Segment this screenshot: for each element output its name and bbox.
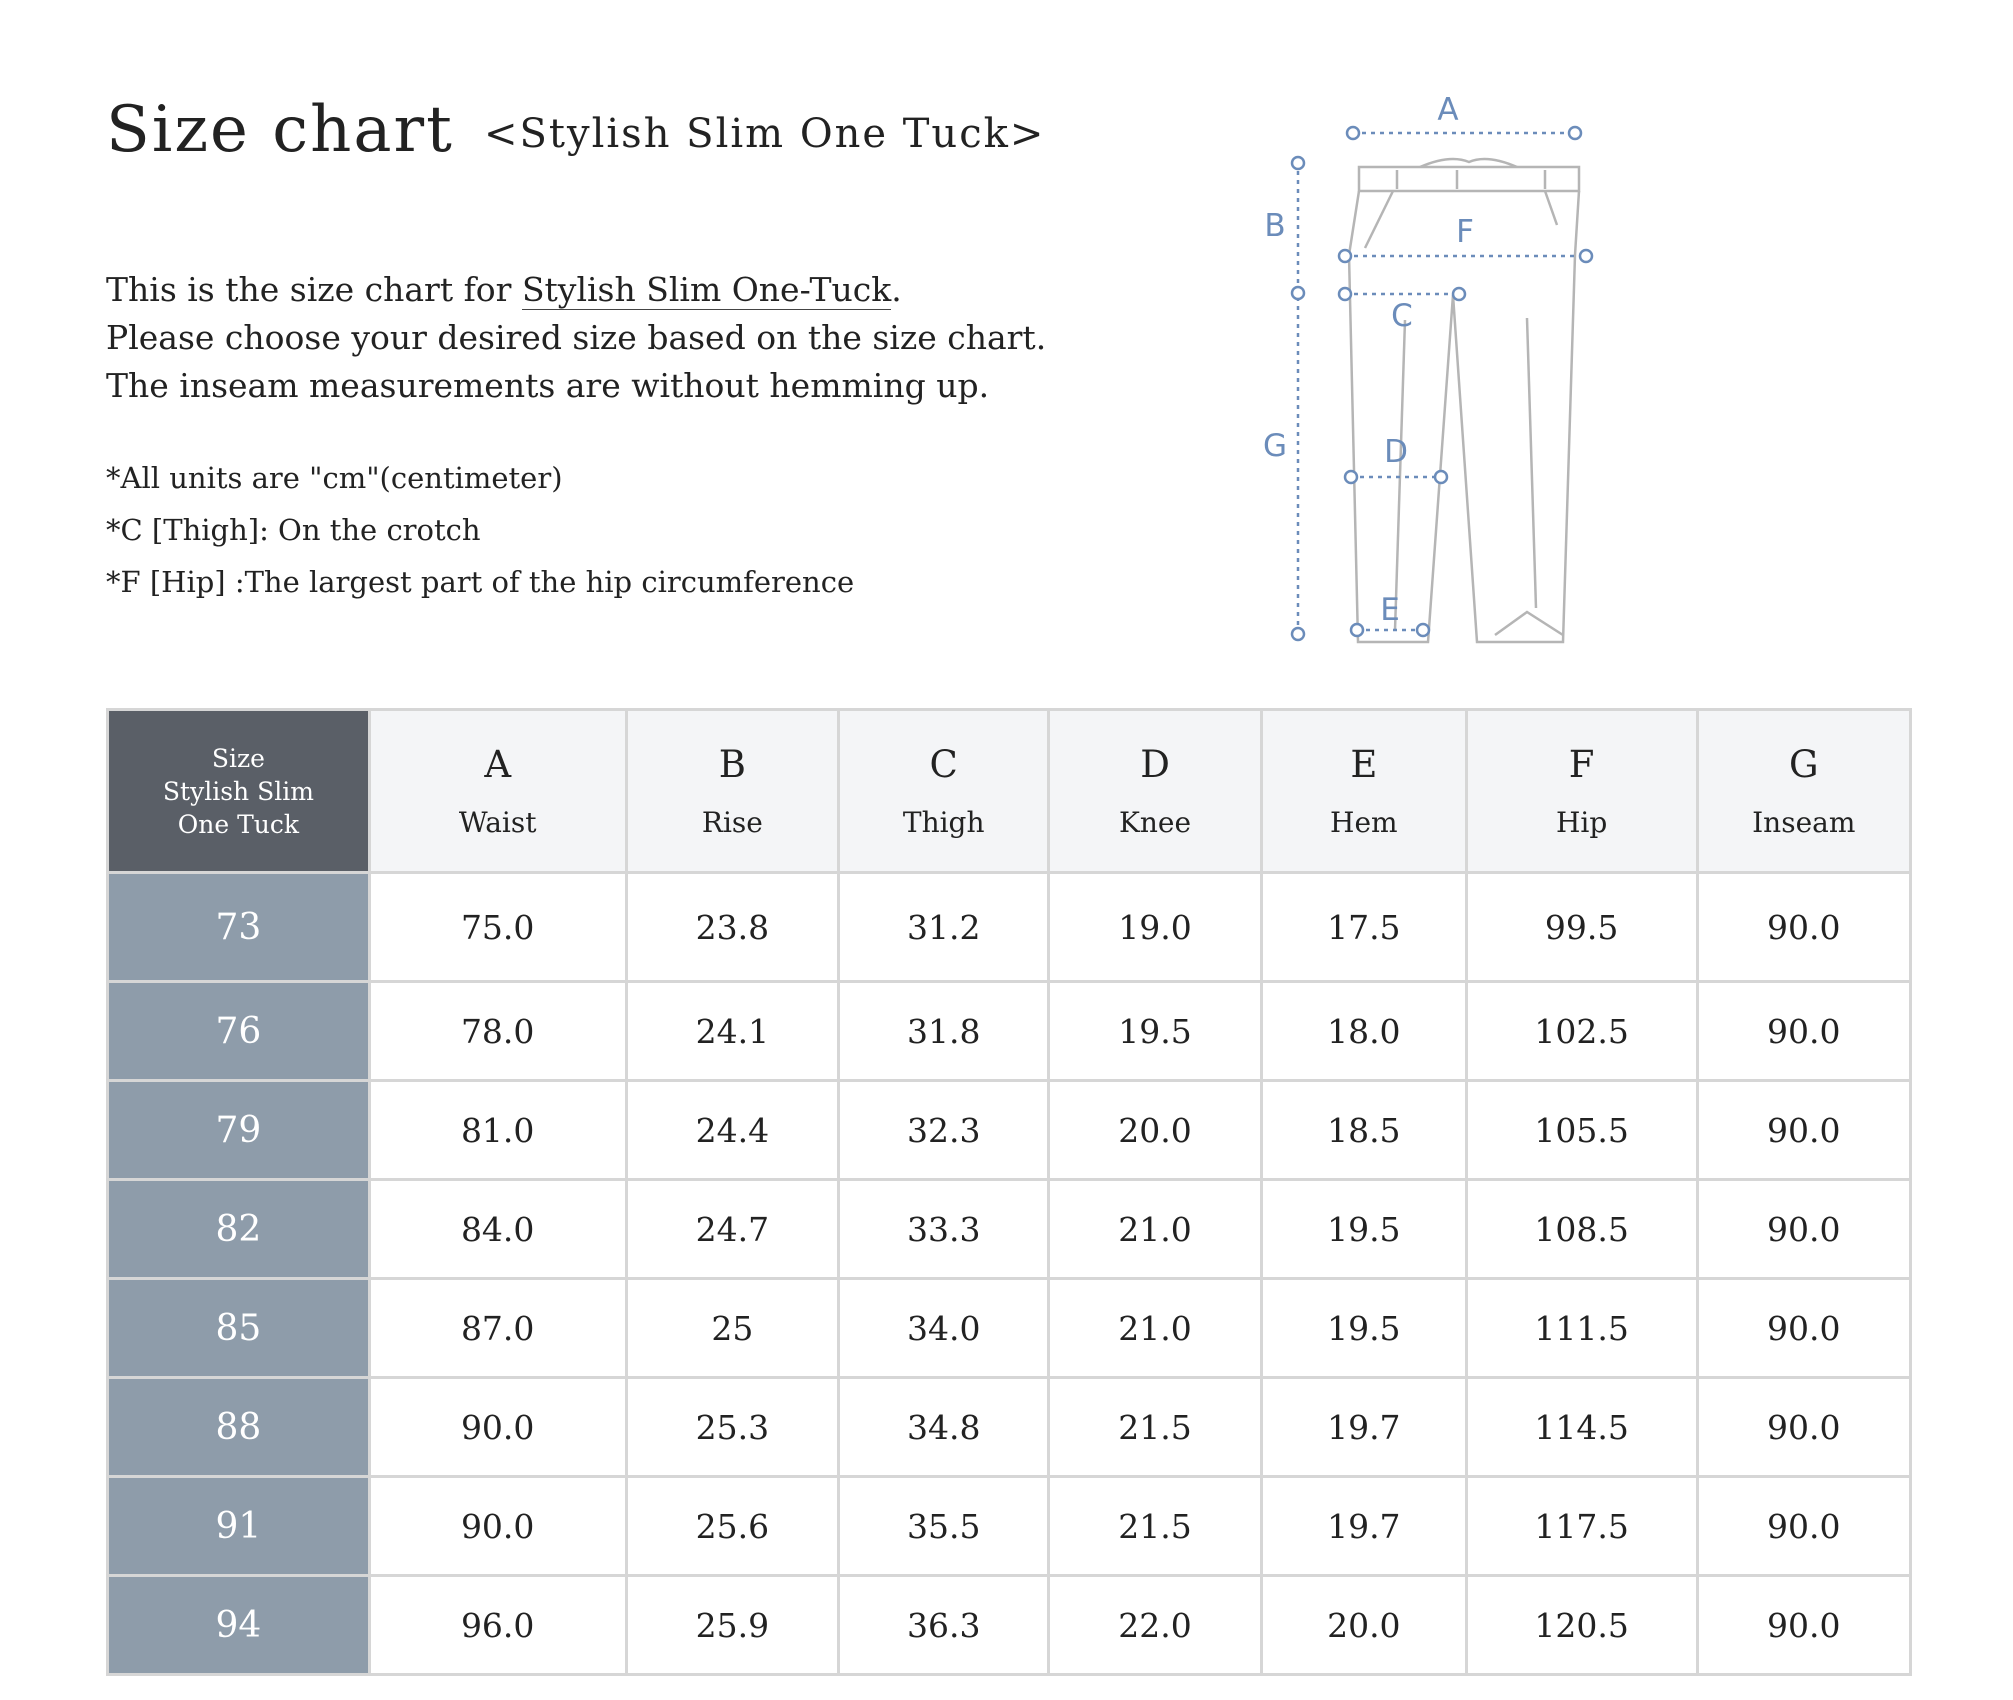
inseam-cell: 90.0 [1697,1477,1910,1576]
inseam-cell: 90.0 [1697,1180,1910,1279]
waist-cell: 96.0 [369,1576,626,1675]
column-header-waist: A Waist [369,710,626,873]
rise-cell: 23.8 [626,873,839,982]
page-title: Size chart [106,93,454,167]
product-subtitle: <Stylish Slim One Tuck> [484,111,1046,157]
waist-cell: 81.0 [369,1081,626,1180]
size-cell: 94 [108,1576,370,1675]
hem-cell: 19.5 [1261,1180,1466,1279]
inseam-cell: 90.0 [1697,1279,1910,1378]
column-header-hem: E Hem [1261,710,1466,873]
knee-cell: 21.5 [1049,1378,1262,1477]
diagram-label-g: G [1262,428,1288,464]
measurement-lines [1298,133,1586,632]
diagram-label-d: D [1384,434,1408,470]
intro-line-1: This is the size chart for Stylish Slim One-Tuck. [106,270,902,309]
column-header-knee: D Knee [1049,710,1262,873]
table-header-row [108,710,1911,873]
knee-cell: 21.5 [1049,1477,1262,1576]
inseam-cell: 90.0 [1697,1378,1910,1477]
column-header-hip: F Hip [1466,710,1697,873]
hem-cell: 19.5 [1261,1279,1466,1378]
waist-cell: 75.0 [369,873,626,982]
waist-cell: 90.0 [369,1378,626,1477]
waist-cell: 84.0 [369,1180,626,1279]
size-table [106,708,1912,1676]
diagram-label-b: B [1264,208,1286,244]
unit-notes [106,452,854,608]
knee-cell: 21.0 [1049,1279,1262,1378]
rise-cell: 25.9 [626,1576,839,1675]
table-row [108,1279,1911,1378]
column-header-thigh: C Thigh [839,710,1049,873]
diagram-label-c: C [1391,298,1413,334]
hem-cell: 19.7 [1261,1477,1466,1576]
knee-cell: 20.0 [1049,1081,1262,1180]
table-row [108,873,1911,982]
inseam-cell: 90.0 [1697,1576,1910,1675]
product-link[interactable]: Stylish Slim One-Tuck [521,270,892,309]
waist-cell: 90.0 [369,1477,626,1576]
hip-cell: 117.5 [1466,1477,1697,1576]
rise-cell: 24.7 [626,1180,839,1279]
inseam-cell: 90.0 [1697,873,1910,982]
hem-cell: 19.7 [1261,1378,1466,1477]
note-hip: *F [Hip] :The largest part of the hip circumference [106,565,855,599]
column-header-inseam: G Inseam [1697,710,1910,873]
column-header-rise: B Rise [626,710,839,873]
table-row [108,1081,1911,1180]
waist-cell: 78.0 [369,982,626,1081]
thigh-cell: 31.8 [839,982,1049,1081]
thigh-cell: 36.3 [839,1576,1049,1675]
intro-line-2: Please choose your desired size based on the size chart. [106,318,1047,357]
diagram-label-e: E [1380,592,1400,628]
rise-cell: 25.3 [626,1378,839,1477]
size-column-header: Size Stylish Slim One Tuck [108,710,370,873]
knee-cell: 21.0 [1049,1180,1262,1279]
rise-cell: 24.4 [626,1081,839,1180]
rise-cell: 24.1 [626,982,839,1081]
diagram-label-a: A [1437,92,1459,128]
hip-cell: 99.5 [1466,873,1697,982]
size-cell: 82 [108,1180,370,1279]
intro-text [106,266,1046,410]
knee-cell: 19.5 [1049,982,1262,1081]
waist-cell: 87.0 [369,1279,626,1378]
rise-cell: 25.6 [626,1477,839,1576]
rise-cell: 25 [626,1279,839,1378]
thigh-cell: 32.3 [839,1081,1049,1180]
inseam-cell: 90.0 [1697,1081,1910,1180]
hip-cell: 120.5 [1466,1576,1697,1675]
size-cell: 76 [108,982,370,1081]
table-row [108,982,1911,1081]
hem-cell: 20.0 [1261,1576,1466,1675]
knee-cell: 19.0 [1049,873,1262,982]
note-thigh: *C [Thigh]: On the crotch [106,513,481,547]
thigh-cell: 31.2 [839,873,1049,982]
size-cell: 73 [108,873,370,982]
hem-cell: 17.5 [1261,873,1466,982]
thigh-cell: 33.3 [839,1180,1049,1279]
knee-cell: 22.0 [1049,1576,1262,1675]
thigh-cell: 34.0 [839,1279,1049,1378]
measurement-endpoints [1292,127,1592,640]
size-cell: 88 [108,1378,370,1477]
size-cell: 91 [108,1477,370,1576]
table-row [108,1576,1911,1675]
table-row [108,1180,1911,1279]
hem-cell: 18.0 [1261,982,1466,1081]
hip-cell: 108.5 [1466,1180,1697,1279]
intro-line-3: The inseam measurements are without hemming up. [106,366,990,405]
hip-cell: 105.5 [1466,1081,1697,1180]
thigh-cell: 35.5 [839,1477,1049,1576]
size-cell: 79 [108,1081,370,1180]
size-cell: 85 [108,1279,370,1378]
table-row [108,1477,1911,1576]
note-units: *All units are "cm"(centimeter) [106,461,563,495]
thigh-cell: 34.8 [839,1378,1049,1477]
hem-cell: 18.5 [1261,1081,1466,1180]
hip-cell: 102.5 [1466,982,1697,1081]
diagram-label-f: F [1456,214,1474,250]
hip-cell: 111.5 [1466,1279,1697,1378]
hip-cell: 114.5 [1466,1378,1697,1477]
inseam-cell: 90.0 [1697,982,1910,1081]
pants-measurement-diagram [1245,90,1645,650]
table-row [108,1378,1911,1477]
